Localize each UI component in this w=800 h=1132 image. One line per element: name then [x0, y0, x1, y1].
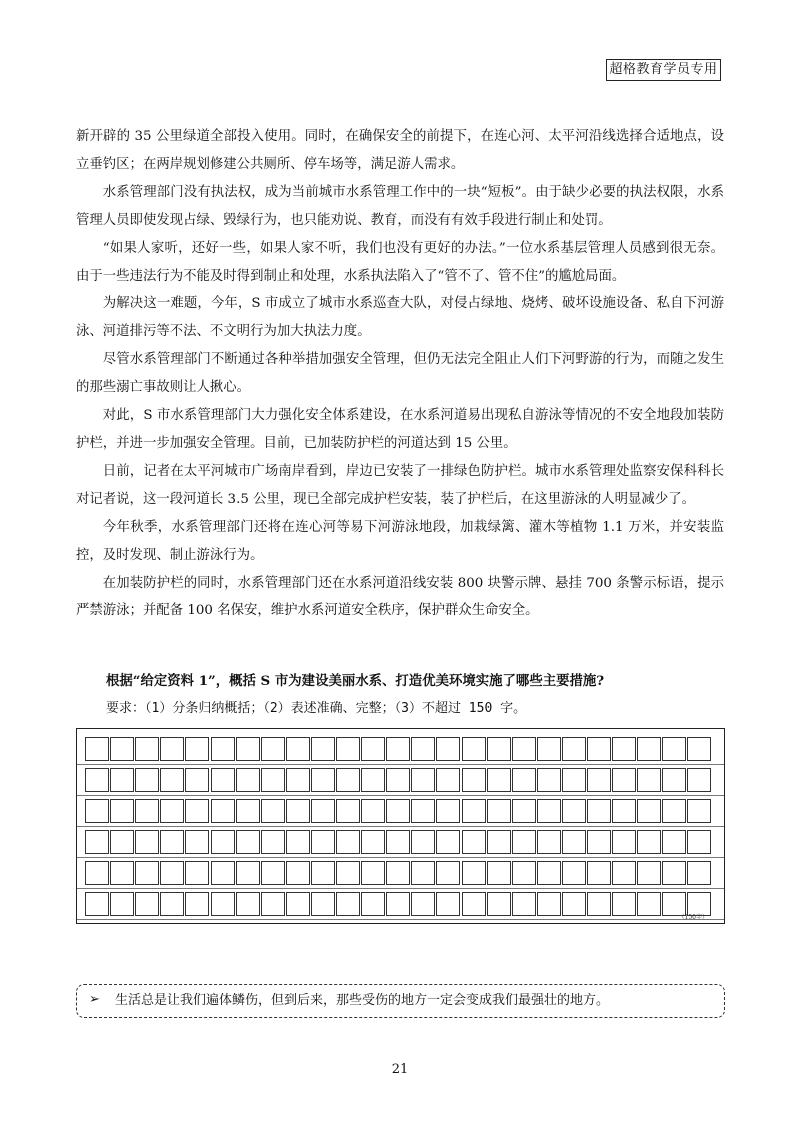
answer-cell[interactable] — [236, 892, 260, 916]
answer-cell[interactable] — [361, 892, 385, 916]
answer-cell[interactable] — [411, 892, 435, 916]
row-divider — [77, 795, 724, 796]
answer-cell[interactable] — [361, 861, 385, 885]
answer-cell[interactable] — [612, 799, 636, 823]
answer-cell[interactable] — [512, 892, 536, 916]
answer-cell[interactable] — [612, 830, 636, 854]
answer-cell[interactable] — [662, 768, 686, 792]
answer-cell[interactable] — [135, 830, 159, 854]
answer-cell[interactable] — [236, 861, 260, 885]
answer-cell[interactable] — [687, 830, 711, 854]
answer-cell[interactable] — [386, 861, 410, 885]
answer-cell[interactable] — [612, 861, 636, 885]
answer-cell[interactable] — [462, 861, 486, 885]
row-divider — [77, 857, 724, 858]
answer-grid-row — [85, 768, 716, 794]
answer-cell[interactable] — [286, 799, 310, 823]
answer-cell[interactable] — [286, 737, 310, 761]
answer-cell[interactable] — [311, 737, 335, 761]
answer-cell[interactable] — [336, 861, 360, 885]
answer-cell[interactable] — [687, 768, 711, 792]
material-text — [76, 123, 724, 625]
answer-cell[interactable] — [236, 799, 260, 823]
answer-requirements: 要求：（1）分条归纳概括；（2）表述准确、完整；（3）不超过 150 字。 — [106, 701, 527, 716]
answer-cell[interactable] — [687, 861, 711, 885]
answer-cell[interactable] — [637, 861, 661, 885]
answer-cell[interactable] — [562, 799, 586, 823]
answer-cell[interactable] — [562, 861, 586, 885]
answer-cell[interactable] — [361, 737, 385, 761]
answer-cell[interactable] — [411, 768, 435, 792]
answer-cell[interactable] — [286, 768, 310, 792]
answer-cell[interactable] — [85, 830, 109, 854]
answer-cell[interactable] — [361, 799, 385, 823]
answer-grid-row — [85, 830, 716, 856]
paragraph-8: 今年秋季，水系管理部门还将在连心河等易下河游泳地段，加栽绿篱、灌木等植物 1.1 万米，并安装监控，及时发现、制止游泳行为。 — [76, 519, 724, 563]
answer-cell[interactable] — [311, 799, 335, 823]
answer-cell[interactable] — [662, 892, 686, 916]
answer-cell[interactable] — [336, 799, 360, 823]
answer-cell[interactable] — [411, 830, 435, 854]
answer-cell[interactable] — [587, 830, 611, 854]
answer-cell[interactable] — [160, 830, 184, 854]
answer-cell[interactable] — [185, 830, 209, 854]
answer-cell[interactable] — [110, 830, 134, 854]
answer-cell[interactable] — [160, 737, 184, 761]
answer-cell[interactable] — [436, 861, 460, 885]
answer-cell[interactable] — [236, 737, 260, 761]
answer-grid[interactable] — [76, 728, 725, 924]
answer-cell[interactable] — [562, 737, 586, 761]
page-number: 21 — [391, 1062, 409, 1077]
answer-cell[interactable] — [537, 861, 561, 885]
answer-cell[interactable] — [462, 830, 486, 854]
answer-cell[interactable] — [311, 892, 335, 916]
answer-cell[interactable] — [462, 768, 486, 792]
answer-cell[interactable] — [587, 861, 611, 885]
answer-cell[interactable] — [462, 892, 486, 916]
answer-cell[interactable] — [612, 768, 636, 792]
answer-cell[interactable] — [85, 861, 109, 885]
answer-cell[interactable] — [85, 768, 109, 792]
answer-cell[interactable] — [311, 861, 335, 885]
motto-box — [76, 984, 725, 1018]
answer-cell[interactable] — [487, 861, 511, 885]
answer-cell[interactable] — [512, 768, 536, 792]
paragraph-1: 新开辟的 35 公里绿道全部投入使用。同时，在确保安全的前提下，在连心河、太平河沿线选择合适地点，设立垂钓区；在两岸规划修建公共厕所、停车场等，满足游人需求。 — [76, 129, 724, 172]
answer-cell[interactable] — [286, 861, 310, 885]
row-divider — [77, 826, 724, 827]
answer-cell[interactable] — [436, 768, 460, 792]
paragraph-3: “如果人家听，还好一些，如果人家不听，我们也没有更好的办法。”一位水系基层管理人员感到很无奈。由于一些违法行为不能及时得到制止和处理，水系执法陷入了“管不了、管不住”的尴尬局面。 — [76, 240, 724, 284]
answer-cell[interactable] — [487, 830, 511, 854]
answer-cell[interactable] — [261, 892, 285, 916]
answer-cell[interactable] — [386, 830, 410, 854]
answer-cell[interactable] — [286, 892, 310, 916]
answer-cell[interactable] — [185, 892, 209, 916]
answer-cell[interactable] — [436, 737, 460, 761]
answer-cell[interactable] — [110, 892, 134, 916]
answer-cell[interactable] — [612, 892, 636, 916]
answer-cell[interactable] — [687, 737, 711, 761]
answer-cell[interactable] — [311, 830, 335, 854]
answer-cell[interactable] — [185, 768, 209, 792]
answer-cell[interactable] — [436, 830, 460, 854]
paragraph-7: 日前，记者在太平河城市广场南岸看到，岸边已安装了一排绿色防护栏。城市水系管理处监察安保科科长对记者说，这一段河道长 3.5 公里，现已全部完成护栏安装，装了护栏后，在这里游泳的人明显减少了。 — [76, 463, 724, 507]
answer-cell[interactable] — [211, 861, 235, 885]
answer-cell[interactable] — [135, 861, 159, 885]
answer-cell[interactable] — [286, 830, 310, 854]
answer-cell[interactable] — [436, 799, 460, 823]
answer-cell[interactable] — [386, 799, 410, 823]
answer-cell[interactable] — [411, 799, 435, 823]
answer-cell[interactable] — [211, 830, 235, 854]
arrow-bullet-icon: ➢ — [89, 992, 100, 1007]
answer-cell[interactable] — [662, 737, 686, 761]
answer-cell[interactable] — [436, 892, 460, 916]
answer-cell[interactable] — [662, 861, 686, 885]
answer-cell[interactable] — [185, 737, 209, 761]
answer-cell[interactable] — [662, 830, 686, 854]
answer-cell[interactable] — [411, 861, 435, 885]
answer-cell[interactable] — [512, 830, 536, 854]
answer-cell[interactable] — [160, 768, 184, 792]
answer-cell[interactable] — [612, 737, 636, 761]
answer-cell[interactable] — [211, 737, 235, 761]
answer-cell[interactable] — [85, 892, 109, 916]
answer-cell[interactable] — [687, 892, 711, 916]
answer-cell[interactable] — [336, 768, 360, 792]
answer-cell[interactable] — [662, 799, 686, 823]
answer-cell[interactable] — [512, 799, 536, 823]
answer-cell[interactable] — [261, 737, 285, 761]
answer-cell[interactable] — [211, 892, 235, 916]
answer-cell[interactable] — [386, 892, 410, 916]
answer-grid-row — [85, 892, 716, 918]
answer-cell[interactable] — [160, 892, 184, 916]
answer-cell[interactable] — [261, 830, 285, 854]
answer-cell[interactable] — [637, 892, 661, 916]
paragraph-5: 尽管水系管理部门不断通过各种举措加强安全管理，但仍无法完全阻止人们下河野游的行为，而随之发生的那些溺亡事故则让人揪心。 — [76, 352, 724, 396]
answer-cell[interactable] — [185, 799, 209, 823]
answer-cell[interactable] — [562, 830, 586, 854]
answer-cell[interactable] — [211, 768, 235, 792]
answer-cell[interactable] — [135, 892, 159, 916]
answer-cell[interactable] — [236, 830, 260, 854]
answer-cell[interactable] — [487, 892, 511, 916]
answer-cell[interactable] — [562, 892, 586, 916]
answer-cell[interactable] — [537, 830, 561, 854]
answer-cell[interactable] — [135, 737, 159, 761]
answer-cell[interactable] — [587, 799, 611, 823]
paragraph-4: 为解决这一难题，今年，S 市成立了城市水系巡查大队，对侵占绿地、烧烤、破坏设施设备、私自下河游泳、河道排污等不法、不文明行为加大执法力度。 — [76, 296, 724, 340]
answer-cell[interactable] — [637, 799, 661, 823]
answer-cell[interactable] — [512, 861, 536, 885]
answer-cell[interactable] — [160, 861, 184, 885]
answer-cell[interactable] — [236, 768, 260, 792]
answer-cell[interactable] — [110, 861, 134, 885]
answer-cell[interactable] — [487, 768, 511, 792]
answer-cell[interactable] — [386, 737, 410, 761]
answer-cell[interactable] — [462, 737, 486, 761]
row-divider — [77, 888, 724, 889]
word-limit-label: （150字） — [678, 914, 708, 921]
paragraph-6: 对此，S 市水系管理部门大力强化安全体系建设，在水系河道易出现私自游泳等情况的不安全地段加装防护栏，并进一步加强安全管理。目前，已加装防护栏的河道达到 15 公里。 — [76, 408, 724, 451]
answer-cell[interactable] — [110, 737, 134, 761]
answer-cell[interactable] — [135, 768, 159, 792]
question-prompt: 根据“给定资料 1”，概括 S 市为建设美丽水系、打造优美环境实施了哪些主要措施? — [106, 673, 605, 689]
exclusive-use-stamp: 超格教育学员专用 — [606, 59, 721, 81]
answer-cell[interactable] — [687, 799, 711, 823]
answer-cell[interactable] — [587, 768, 611, 792]
answer-cell[interactable] — [487, 737, 511, 761]
answer-cell[interactable] — [261, 768, 285, 792]
answer-grid-row — [85, 799, 716, 825]
answer-cell[interactable] — [386, 768, 410, 792]
answer-cell[interactable] — [637, 737, 661, 761]
answer-cell[interactable] — [587, 892, 611, 916]
answer-cell[interactable] — [537, 768, 561, 792]
answer-cell[interactable] — [637, 768, 661, 792]
paragraph-9: 在加装防护栏的同时，水系管理部门还在水系河道沿线安装 800 块警示牌、悬挂 700 条警示标语，提示严禁游泳；并配备 100 名保安，维护水系河道安全秩序，保护群众生命安全。 — [76, 575, 724, 619]
answer-cell[interactable] — [637, 830, 661, 854]
answer-cell[interactable] — [512, 737, 536, 761]
answer-cell[interactable] — [361, 768, 385, 792]
answer-cell[interactable] — [135, 799, 159, 823]
answer-cell[interactable] — [587, 737, 611, 761]
answer-cell[interactable] — [110, 799, 134, 823]
answer-cell[interactable] — [85, 737, 109, 761]
answer-cell[interactable] — [487, 799, 511, 823]
answer-cell[interactable] — [462, 799, 486, 823]
row-divider — [77, 919, 724, 920]
motto-text: 生活总是让我们遍体鳞伤，但到后来，那些受伤的地方一定会变成我们最强壮的地方。 — [115, 993, 610, 1008]
answer-cell[interactable] — [85, 799, 109, 823]
answer-cell[interactable] — [261, 799, 285, 823]
answer-grid-row — [85, 861, 716, 887]
answer-cell[interactable] — [537, 892, 561, 916]
answer-cell[interactable] — [160, 799, 184, 823]
answer-cell[interactable] — [411, 737, 435, 761]
answer-cell[interactable] — [185, 861, 209, 885]
answer-cell[interactable] — [537, 799, 561, 823]
answer-cell[interactable] — [261, 861, 285, 885]
answer-cell[interactable] — [336, 892, 360, 916]
answer-cell[interactable] — [110, 768, 134, 792]
answer-cell[interactable] — [336, 830, 360, 854]
answer-cell[interactable] — [211, 799, 235, 823]
row-divider — [77, 764, 724, 765]
answer-cell[interactable] — [336, 737, 360, 761]
paragraph-2: 水系管理部门没有执法权，成为当前城市水系管理工作中的一块“短板”。由于缺少必要的执法权限，水系管理人员即使发现占绿、毁绿行为，也只能劝说、教育，而没有有效手段进行制止和处罚。 — [76, 184, 724, 228]
answer-grid-row — [85, 737, 716, 763]
answer-cell[interactable] — [537, 737, 561, 761]
answer-cell[interactable] — [311, 768, 335, 792]
answer-cell[interactable] — [361, 830, 385, 854]
answer-cell[interactable] — [562, 768, 586, 792]
